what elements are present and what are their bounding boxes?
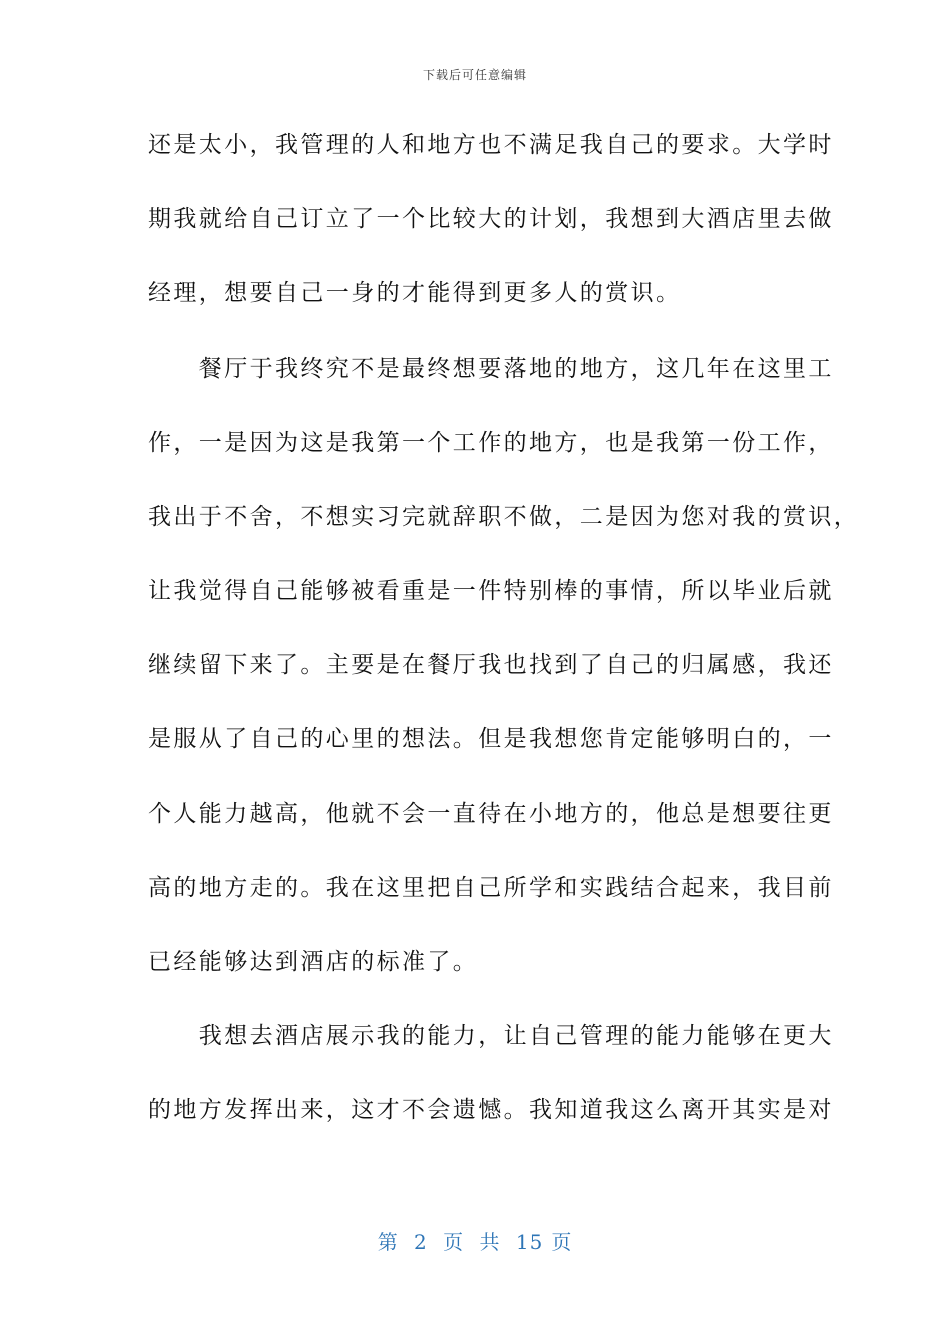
- current-page-number: 2: [414, 1230, 428, 1254]
- text-line: 经理，想要自己一身的才能得到更多人的赏识。: [148, 280, 682, 306]
- text-line: 高的地方走的。我在这里把自己所学和实践结合起来，我目前: [148, 875, 834, 901]
- text-line: 是服从了自己的心里的想法。但是我想您肯定能够明白的，一: [148, 726, 834, 752]
- footer-page-word: 页: [443, 1230, 465, 1254]
- page-footer: [0, 1226, 950, 1255]
- text-line: 个人能力越高，他就不会一直待在小地方的，他总是想要往更: [148, 801, 834, 827]
- text-line: 期我就给自己订立了一个比较大的计划，我想到大酒店里去做: [148, 206, 834, 232]
- text-line: 还是太小，我管理的人和地方也不满足我自己的要求。大学时: [148, 132, 834, 158]
- text-line: 我想去酒店展示我的能力，让自己管理的能力能够在更大: [148, 1023, 834, 1049]
- text-line: 继续留下来了。主要是在餐厅我也找到了自己的归属感，我还: [148, 652, 834, 678]
- text-line: 的地方发挥出来，这才不会遗憾。我知道我这么离开其实是对: [148, 1097, 834, 1123]
- footer-prefix: 第: [377, 1230, 399, 1254]
- text-line: 作，一是因为这是我第一个工作的地方，也是我第一份工作，: [148, 430, 834, 456]
- text-line: 已经能够达到酒店的标准了。: [148, 949, 479, 975]
- footer-suffix: 页: [551, 1230, 573, 1254]
- page-header: 下载后可任意编辑: [422, 68, 527, 82]
- text-line: 餐厅于我终究不是最终想要落地的地方，这几年在这里工: [148, 356, 834, 382]
- text-line: 让我觉得自己能够被看重是一件特别棒的事情，所以毕业后就: [148, 578, 834, 604]
- total-page-count: 15: [515, 1230, 544, 1254]
- footer-total-word: 共: [479, 1230, 501, 1254]
- text-line: 我出于不舍，不想实习完就辞职不做，二是因为您对我的赏识，: [148, 504, 860, 530]
